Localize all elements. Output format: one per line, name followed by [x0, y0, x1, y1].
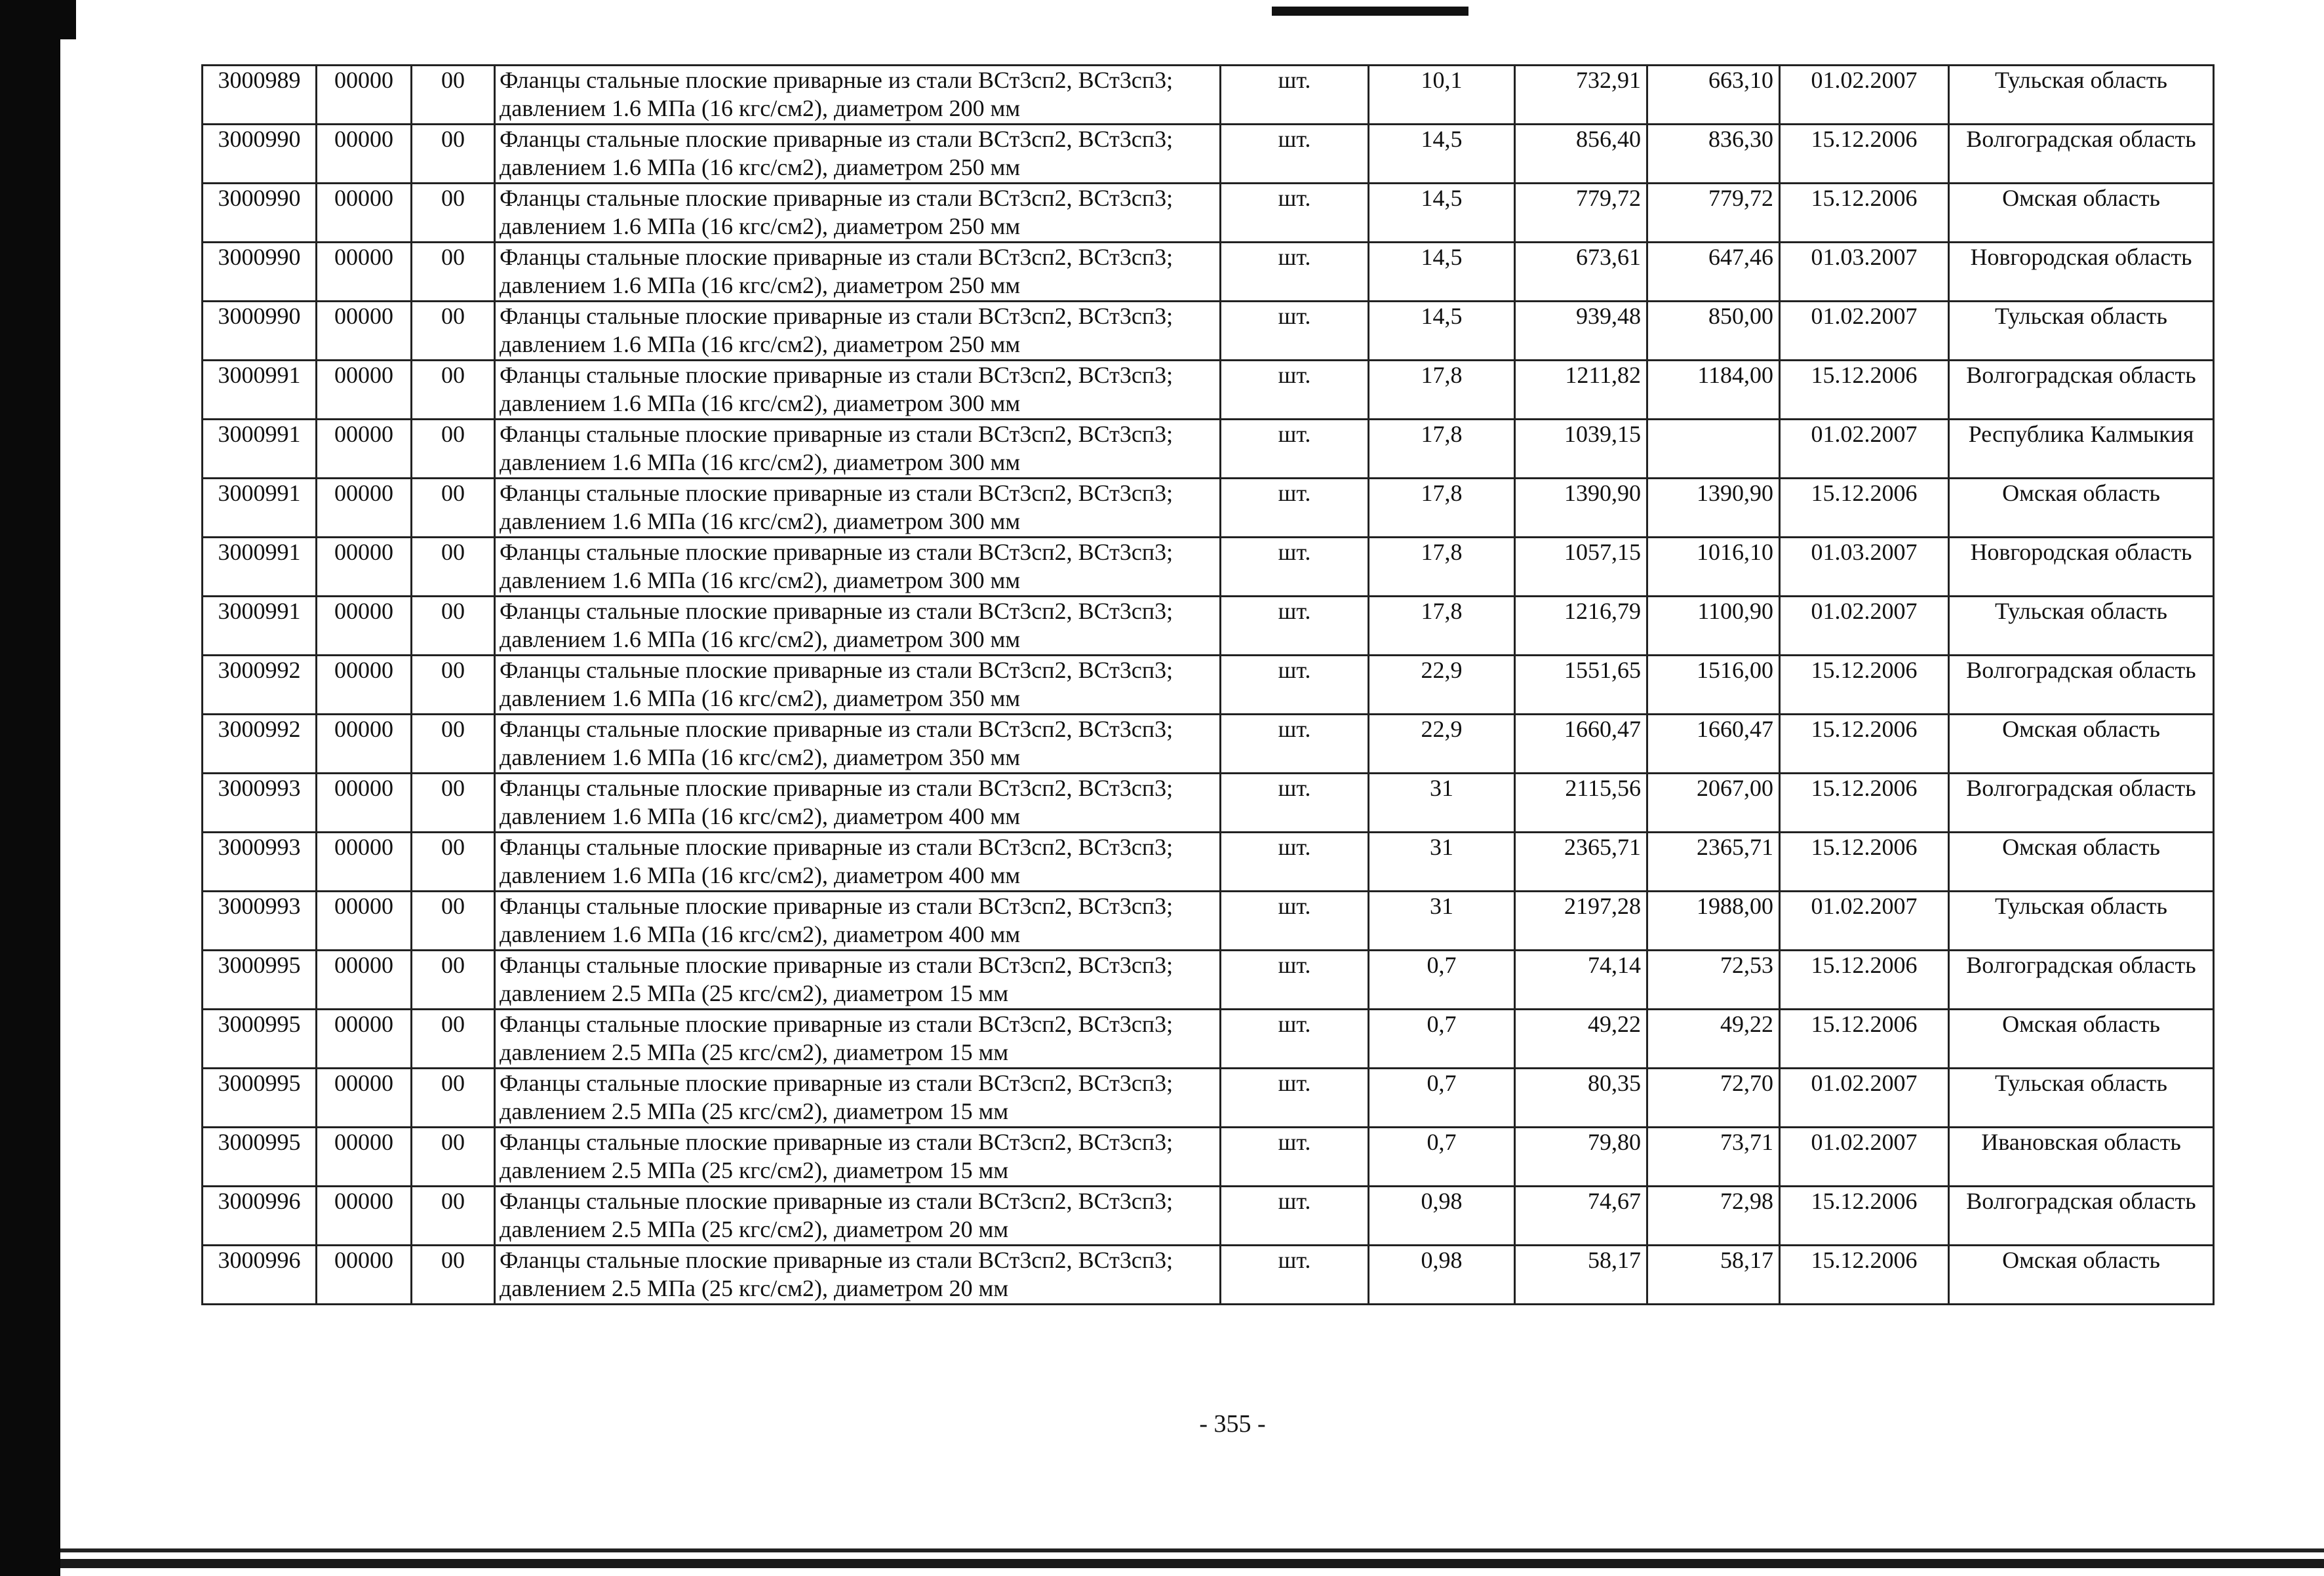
- cell-unit: шт.: [1221, 66, 1369, 125]
- cell-subcode: 00000: [317, 1246, 412, 1305]
- cell-region: Омская область: [1949, 715, 2214, 774]
- cell-subcode: 00000: [317, 833, 412, 892]
- cell-description: Фланцы стальные плоские приварные из стали ВСт3сп2, ВСт3сп3; давлением 1.6 МПа (16 кгс/см2), диаметром 350 мм: [495, 715, 1221, 774]
- cell-date: 15.12.2006: [1780, 774, 1949, 833]
- cell-description: Фланцы стальные плоские приварные из стали ВСт3сп2, ВСт3сп3; давлением 1.6 МПа (16 кгс/см2), диаметром 250 мм: [495, 184, 1221, 243]
- cell-price-2: 647,46: [1647, 243, 1780, 302]
- cell-price-1: 58,17: [1515, 1246, 1647, 1305]
- table-row: [203, 125, 2214, 184]
- cell-price-1: 779,72: [1515, 184, 1647, 243]
- cell-date: 01.02.2007: [1780, 420, 1949, 479]
- cell-description: Фланцы стальные плоские приварные из стали ВСт3сп2, ВСт3сп3; давлением 1.6 МПа (16 кгс/см2), диаметром 400 мм: [495, 774, 1221, 833]
- cell-description: Фланцы стальные плоские приварные из стали ВСт3сп2, ВСт3сп3; давлением 1.6 МПа (16 кгс/см2), диаметром 300 мм: [495, 597, 1221, 656]
- cell-subcode: 00000: [317, 892, 412, 951]
- table-row: [203, 597, 2214, 656]
- cell-description: Фланцы стальные плоские приварные из стали ВСт3сп2, ВСт3сп3; давлением 2.5 МПа (25 кгс/см2), диаметром 15 мм: [495, 1128, 1221, 1187]
- cell-subcode2: 00: [412, 951, 495, 1010]
- cell-code: 3000993: [203, 774, 317, 833]
- cell-code: 3000993: [203, 892, 317, 951]
- table-row: [203, 1246, 2214, 1305]
- table-row: [203, 1069, 2214, 1128]
- cell-price-2: 850,00: [1647, 302, 1780, 361]
- scan-mark-top: [1272, 7, 1468, 16]
- cell-price-2: 1988,00: [1647, 892, 1780, 951]
- cell-weight: 17,8: [1369, 538, 1515, 597]
- cell-date: 01.02.2007: [1780, 302, 1949, 361]
- cell-description: Фланцы стальные плоские приварные из стали ВСт3сп2, ВСт3сп3; давлением 2.5 МПа (25 кгс/см2), диаметром 15 мм: [495, 1069, 1221, 1128]
- table-row: [203, 66, 2214, 125]
- cell-weight: 31: [1369, 774, 1515, 833]
- cell-subcode: 00000: [317, 538, 412, 597]
- cell-unit: шт.: [1221, 538, 1369, 597]
- cell-weight: 0,98: [1369, 1246, 1515, 1305]
- cell-description: Фланцы стальные плоские приварные из стали ВСт3сп2, ВСт3сп3; давлением 1.6 МПа (16 кгс/см2), диаметром 400 мм: [495, 833, 1221, 892]
- cell-price-2: 49,22: [1647, 1010, 1780, 1069]
- cell-price-2: [1647, 420, 1780, 479]
- cell-price-2: 58,17: [1647, 1246, 1780, 1305]
- cell-subcode2: 00: [412, 774, 495, 833]
- cell-weight: 14,5: [1369, 243, 1515, 302]
- cell-subcode: 00000: [317, 1069, 412, 1128]
- cell-subcode2: 00: [412, 715, 495, 774]
- cell-subcode2: 00: [412, 1246, 495, 1305]
- cell-subcode: 00000: [317, 1128, 412, 1187]
- cell-description: Фланцы стальные плоские приварные из стали ВСт3сп2, ВСт3сп3; давлением 2.5 МПа (25 кгс/см2), диаметром 15 мм: [495, 951, 1221, 1010]
- cell-price-2: 1660,47: [1647, 715, 1780, 774]
- table-row: [203, 184, 2214, 243]
- cell-subcode: 00000: [317, 597, 412, 656]
- cell-date: 15.12.2006: [1780, 361, 1949, 420]
- cell-code: 3000992: [203, 715, 317, 774]
- cell-price-2: 72,70: [1647, 1069, 1780, 1128]
- cell-price-1: 49,22: [1515, 1010, 1647, 1069]
- cell-code: 3000990: [203, 302, 317, 361]
- cell-subcode2: 00: [412, 361, 495, 420]
- cell-unit: шт.: [1221, 243, 1369, 302]
- cell-subcode2: 00: [412, 125, 495, 184]
- table-row: [203, 656, 2214, 715]
- cell-region: Омская область: [1949, 184, 2214, 243]
- cell-date: 01.02.2007: [1780, 1069, 1949, 1128]
- cell-unit: шт.: [1221, 774, 1369, 833]
- cell-subcode: 00000: [317, 361, 412, 420]
- cell-date: 15.12.2006: [1780, 125, 1949, 184]
- table-row: [203, 420, 2214, 479]
- cell-subcode2: 00: [412, 1010, 495, 1069]
- cell-region: Республика Калмыкия: [1949, 420, 2214, 479]
- cell-weight: 0,7: [1369, 951, 1515, 1010]
- cell-unit: шт.: [1221, 1128, 1369, 1187]
- cell-weight: 14,5: [1369, 184, 1515, 243]
- cell-date: 15.12.2006: [1780, 951, 1949, 1010]
- price-table: [201, 64, 2215, 1305]
- cell-subcode: 00000: [317, 184, 412, 243]
- cell-region: Тульская область: [1949, 892, 2214, 951]
- cell-subcode: 00000: [317, 479, 412, 538]
- cell-weight: 0,7: [1369, 1069, 1515, 1128]
- cell-unit: шт.: [1221, 715, 1369, 774]
- cell-price-2: 1390,90: [1647, 479, 1780, 538]
- cell-price-2: 836,30: [1647, 125, 1780, 184]
- cell-weight: 17,8: [1369, 361, 1515, 420]
- cell-subcode: 00000: [317, 302, 412, 361]
- cell-date: 01.02.2007: [1780, 597, 1949, 656]
- cell-description: Фланцы стальные плоские приварные из стали ВСт3сп2, ВСт3сп3; давлением 1.6 МПа (16 кгс/см2), диаметром 300 мм: [495, 420, 1221, 479]
- cell-code: 3000991: [203, 361, 317, 420]
- cell-price-2: 1016,10: [1647, 538, 1780, 597]
- cell-code: 3000989: [203, 66, 317, 125]
- table-row: [203, 302, 2214, 361]
- cell-subcode2: 00: [412, 597, 495, 656]
- cell-description: Фланцы стальные плоские приварные из стали ВСт3сп2, ВСт3сп3; давлением 2.5 МПа (25 кгс/см2), диаметром 20 мм: [495, 1187, 1221, 1246]
- cell-code: 3000995: [203, 1069, 317, 1128]
- cell-weight: 0,98: [1369, 1187, 1515, 1246]
- scan-line-bottom: [60, 1548, 2324, 1552]
- cell-date: 15.12.2006: [1780, 1246, 1949, 1305]
- cell-date: 01.03.2007: [1780, 243, 1949, 302]
- cell-date: 15.12.2006: [1780, 656, 1949, 715]
- cell-unit: шт.: [1221, 361, 1369, 420]
- table-row: [203, 715, 2214, 774]
- cell-subcode: 00000: [317, 656, 412, 715]
- cell-region: Тульская область: [1949, 302, 2214, 361]
- table-row: [203, 1187, 2214, 1246]
- cell-description: Фланцы стальные плоские приварные из стали ВСт3сп2, ВСт3сп3; давлением 1.6 МПа (16 кгс/см2), диаметром 300 мм: [495, 361, 1221, 420]
- cell-region: Новгородская область: [1949, 243, 2214, 302]
- cell-subcode: 00000: [317, 1010, 412, 1069]
- cell-region: Омская область: [1949, 1246, 2214, 1305]
- cell-code: 3000991: [203, 479, 317, 538]
- cell-description: Фланцы стальные плоские приварные из стали ВСт3сп2, ВСт3сп3; давлением 1.6 МПа (16 кгс/см2), диаметром 300 мм: [495, 538, 1221, 597]
- cell-subcode: 00000: [317, 1187, 412, 1246]
- cell-price-2: 1516,00: [1647, 656, 1780, 715]
- cell-region: Волгоградская область: [1949, 951, 2214, 1010]
- cell-unit: шт.: [1221, 1246, 1369, 1305]
- cell-unit: шт.: [1221, 302, 1369, 361]
- cell-unit: шт.: [1221, 1069, 1369, 1128]
- cell-code: 3000990: [203, 184, 317, 243]
- cell-weight: 0,7: [1369, 1010, 1515, 1069]
- cell-description: Фланцы стальные плоские приварные из стали ВСт3сп2, ВСт3сп3; давлением 1.6 МПа (16 кгс/см2), диаметром 250 мм: [495, 243, 1221, 302]
- cell-price-1: 2115,56: [1515, 774, 1647, 833]
- cell-region: Омская область: [1949, 833, 2214, 892]
- cell-date: 01.02.2007: [1780, 66, 1949, 125]
- cell-unit: шт.: [1221, 1010, 1369, 1069]
- cell-region: Омская область: [1949, 1010, 2214, 1069]
- cell-date: 01.02.2007: [1780, 892, 1949, 951]
- cell-subcode2: 00: [412, 892, 495, 951]
- cell-unit: шт.: [1221, 833, 1369, 892]
- cell-description: Фланцы стальные плоские приварные из стали ВСт3сп2, ВСт3сп3; давлением 1.6 МПа (16 кгс/см2), диаметром 350 мм: [495, 656, 1221, 715]
- cell-weight: 17,8: [1369, 479, 1515, 538]
- table-row: [203, 361, 2214, 420]
- cell-region: Тульская область: [1949, 597, 2214, 656]
- cell-description: Фланцы стальные плоские приварные из стали ВСт3сп2, ВСт3сп3; давлением 2.5 МПа (25 кгс/см2), диаметром 20 мм: [495, 1246, 1221, 1305]
- cell-price-2: 1100,90: [1647, 597, 1780, 656]
- cell-description: Фланцы стальные плоские приварные из стали ВСт3сп2, ВСт3сп3; давлением 1.6 МПа (16 кгс/см2), диаметром 250 мм: [495, 125, 1221, 184]
- cell-description: Фланцы стальные плоские приварные из стали ВСт3сп2, ВСт3сп3; давлением 1.6 МПа (16 кгс/см2), диаметром 300 мм: [495, 479, 1221, 538]
- cell-code: 3000995: [203, 1010, 317, 1069]
- cell-price-1: 939,48: [1515, 302, 1647, 361]
- cell-date: 15.12.2006: [1780, 1187, 1949, 1246]
- cell-subcode2: 00: [412, 66, 495, 125]
- cell-subcode: 00000: [317, 774, 412, 833]
- cell-unit: шт.: [1221, 420, 1369, 479]
- cell-subcode2: 00: [412, 656, 495, 715]
- table-row: [203, 833, 2214, 892]
- scan-line-bottom-thick: [60, 1559, 2324, 1568]
- cell-subcode2: 00: [412, 833, 495, 892]
- cell-subcode2: 00: [412, 1187, 495, 1246]
- cell-price-2: 72,98: [1647, 1187, 1780, 1246]
- cell-subcode2: 00: [412, 1128, 495, 1187]
- cell-price-1: 2365,71: [1515, 833, 1647, 892]
- cell-unit: шт.: [1221, 125, 1369, 184]
- cell-region: Тульская область: [1949, 1069, 2214, 1128]
- cell-code: 3000991: [203, 597, 317, 656]
- cell-description: Фланцы стальные плоские приварные из стали ВСт3сп2, ВСт3сп3; давлением 1.6 МПа (16 кгс/см2), диаметром 250 мм: [495, 302, 1221, 361]
- cell-price-1: 74,14: [1515, 951, 1647, 1010]
- cell-code: 3000991: [203, 538, 317, 597]
- cell-subcode2: 00: [412, 302, 495, 361]
- cell-unit: шт.: [1221, 184, 1369, 243]
- cell-code: 3000995: [203, 951, 317, 1010]
- cell-price-1: 856,40: [1515, 125, 1647, 184]
- cell-code: 3000996: [203, 1187, 317, 1246]
- cell-weight: 10,1: [1369, 66, 1515, 125]
- cell-subcode: 00000: [317, 243, 412, 302]
- cell-region: Ивановская область: [1949, 1128, 2214, 1187]
- cell-date: 15.12.2006: [1780, 479, 1949, 538]
- cell-price-1: 1211,82: [1515, 361, 1647, 420]
- cell-region: Омская область: [1949, 479, 2214, 538]
- cell-date: 15.12.2006: [1780, 1010, 1949, 1069]
- cell-price-1: 1551,65: [1515, 656, 1647, 715]
- table-row: [203, 1128, 2214, 1187]
- cell-price-2: 2067,00: [1647, 774, 1780, 833]
- cell-price-2: 72,53: [1647, 951, 1780, 1010]
- cell-subcode2: 00: [412, 538, 495, 597]
- cell-region: Тульская область: [1949, 66, 2214, 125]
- cell-price-1: 79,80: [1515, 1128, 1647, 1187]
- table-body: [203, 66, 2214, 1305]
- table-row: [203, 951, 2214, 1010]
- cell-date: 15.12.2006: [1780, 833, 1949, 892]
- cell-weight: 22,9: [1369, 715, 1515, 774]
- cell-unit: шт.: [1221, 479, 1369, 538]
- cell-region: Волгоградская область: [1949, 1187, 2214, 1246]
- table-row: [203, 892, 2214, 951]
- table-row: [203, 774, 2214, 833]
- cell-weight: 14,5: [1369, 125, 1515, 184]
- cell-subcode: 00000: [317, 125, 412, 184]
- cell-code: 3000990: [203, 243, 317, 302]
- cell-weight: 31: [1369, 892, 1515, 951]
- table-row: [203, 538, 2214, 597]
- cell-region: Волгоградская область: [1949, 774, 2214, 833]
- cell-code: 3000995: [203, 1128, 317, 1187]
- page-number: - 355 -: [1199, 1410, 1266, 1438]
- cell-unit: шт.: [1221, 892, 1369, 951]
- cell-date: 01.03.2007: [1780, 538, 1949, 597]
- cell-unit: шт.: [1221, 597, 1369, 656]
- cell-unit: шт.: [1221, 951, 1369, 1010]
- cell-code: 3000993: [203, 833, 317, 892]
- cell-subcode2: 00: [412, 243, 495, 302]
- cell-code: 3000996: [203, 1246, 317, 1305]
- cell-price-1: 732,91: [1515, 66, 1647, 125]
- cell-price-1: 2197,28: [1515, 892, 1647, 951]
- cell-region: Волгоградская область: [1949, 656, 2214, 715]
- cell-description: Фланцы стальные плоские приварные из стали ВСт3сп2, ВСт3сп3; давлением 1.6 МПа (16 кгс/см2), диаметром 200 мм: [495, 66, 1221, 125]
- table-row: [203, 243, 2214, 302]
- cell-subcode2: 00: [412, 479, 495, 538]
- cell-description: Фланцы стальные плоские приварные из стали ВСт3сп2, ВСт3сп3; давлением 1.6 МПа (16 кгс/см2), диаметром 400 мм: [495, 892, 1221, 951]
- cell-region: Новгородская область: [1949, 538, 2214, 597]
- scan-border-left: [0, 0, 60, 1576]
- cell-weight: 17,8: [1369, 420, 1515, 479]
- cell-code: 3000990: [203, 125, 317, 184]
- cell-subcode2: 00: [412, 184, 495, 243]
- cell-region: Волгоградская область: [1949, 361, 2214, 420]
- cell-price-1: 74,67: [1515, 1187, 1647, 1246]
- table-row: [203, 479, 2214, 538]
- cell-description: Фланцы стальные плоские приварные из стали ВСт3сп2, ВСт3сп3; давлением 2.5 МПа (25 кгс/см2), диаметром 15 мм: [495, 1010, 1221, 1069]
- cell-price-2: 663,10: [1647, 66, 1780, 125]
- cell-weight: 31: [1369, 833, 1515, 892]
- cell-weight: 0,7: [1369, 1128, 1515, 1187]
- cell-date: 01.02.2007: [1780, 1128, 1949, 1187]
- cell-subcode2: 00: [412, 1069, 495, 1128]
- cell-weight: 17,8: [1369, 597, 1515, 656]
- cell-subcode: 00000: [317, 951, 412, 1010]
- cell-price-2: 2365,71: [1647, 833, 1780, 892]
- cell-weight: 14,5: [1369, 302, 1515, 361]
- cell-price-1: 1216,79: [1515, 597, 1647, 656]
- cell-unit: шт.: [1221, 1187, 1369, 1246]
- cell-price-2: 1184,00: [1647, 361, 1780, 420]
- cell-price-2: 779,72: [1647, 184, 1780, 243]
- cell-price-1: 80,35: [1515, 1069, 1647, 1128]
- cell-code: 3000991: [203, 420, 317, 479]
- cell-price-1: 673,61: [1515, 243, 1647, 302]
- cell-code: 3000992: [203, 656, 317, 715]
- cell-subcode: 00000: [317, 66, 412, 125]
- cell-weight: 22,9: [1369, 656, 1515, 715]
- cell-price-1: 1660,47: [1515, 715, 1647, 774]
- cell-region: Волгоградская область: [1949, 125, 2214, 184]
- cell-subcode: 00000: [317, 715, 412, 774]
- cell-subcode: 00000: [317, 420, 412, 479]
- cell-date: 15.12.2006: [1780, 184, 1949, 243]
- table-row: [203, 1010, 2214, 1069]
- cell-unit: шт.: [1221, 656, 1369, 715]
- cell-price-1: 1390,90: [1515, 479, 1647, 538]
- cell-price-1: 1039,15: [1515, 420, 1647, 479]
- cell-price-2: 73,71: [1647, 1128, 1780, 1187]
- cell-subcode2: 00: [412, 420, 495, 479]
- cell-date: 15.12.2006: [1780, 715, 1949, 774]
- cell-price-1: 1057,15: [1515, 538, 1647, 597]
